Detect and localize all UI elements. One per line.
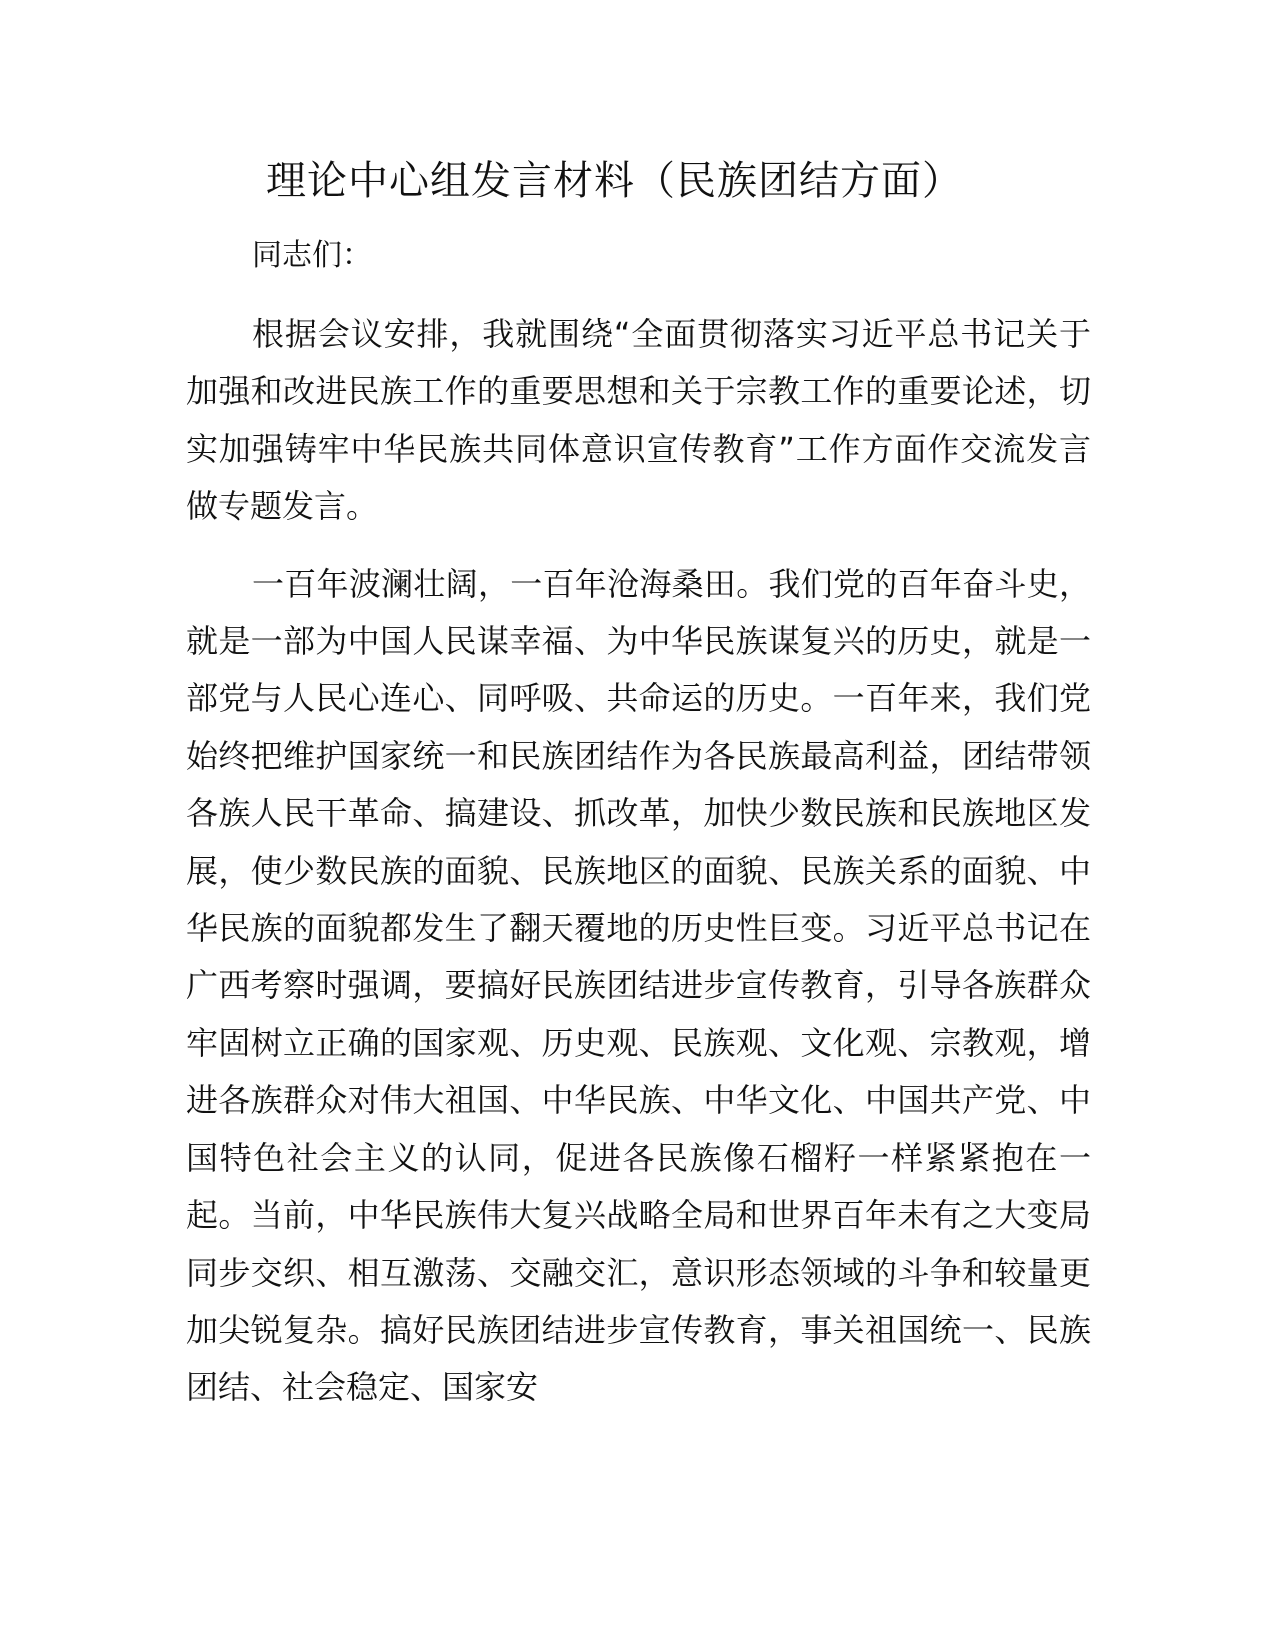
document-title: 理论中心组发言材料（民族团结方面） [266,158,963,204]
paragraph-intro: 根据会议安排，我就围绕“全面贯彻落实习近平总书记关于加强和改进民族工作的重要思想和关于宗教工作的重要论述，切实加强铸牢中华民族共同体意识宣传教育”工作方面作交流发言做专题发言。 [186,315,1091,526]
document-body [186,140,1091,1417]
paragraph-history: 一百年波澜壮阔，一百年沧海桑田。我们党的百年奋斗史，就是一部为中国人民谋幸福、为中华民族谋复兴的历史，就是一部党与人民心连心、同呼吸、共命运的历史。一百年来，我们党始终把维护国家统一和民族团结作为各民族最高利益，团结带领各族人民干革命、搞建设、抓改革，加快少数民族和民族地区发展，使少数民族的面貌、民族地区的面貌、民族关系的面貌、中华民族的面貌都发生了翻天覆地的历史性巨变。习近平总书记在广西考察时强调，要搞好民族团结进步宣传教育，引导各族群众牢固树立正确的国家观、历史观、民族观、文化观、宗教观，增进各族群众对伟大祖国、中华民族、中华文化、中国共产党、中国特色社会主义的认同，促进各民族像石榴籽一样紧紧抱在一起。当前，中华民族伟大复兴战略全局和世界百年未有之大变局同步交织、相互激荡、交融交汇，意识形态领域的斗争和较量更加尖锐复杂。搞好民族团结进步宣传教育，事关祖国统一、民族团结、社会稳定、国家安 [186,564,1091,1407]
salutation: 同志们： [252,238,372,273]
